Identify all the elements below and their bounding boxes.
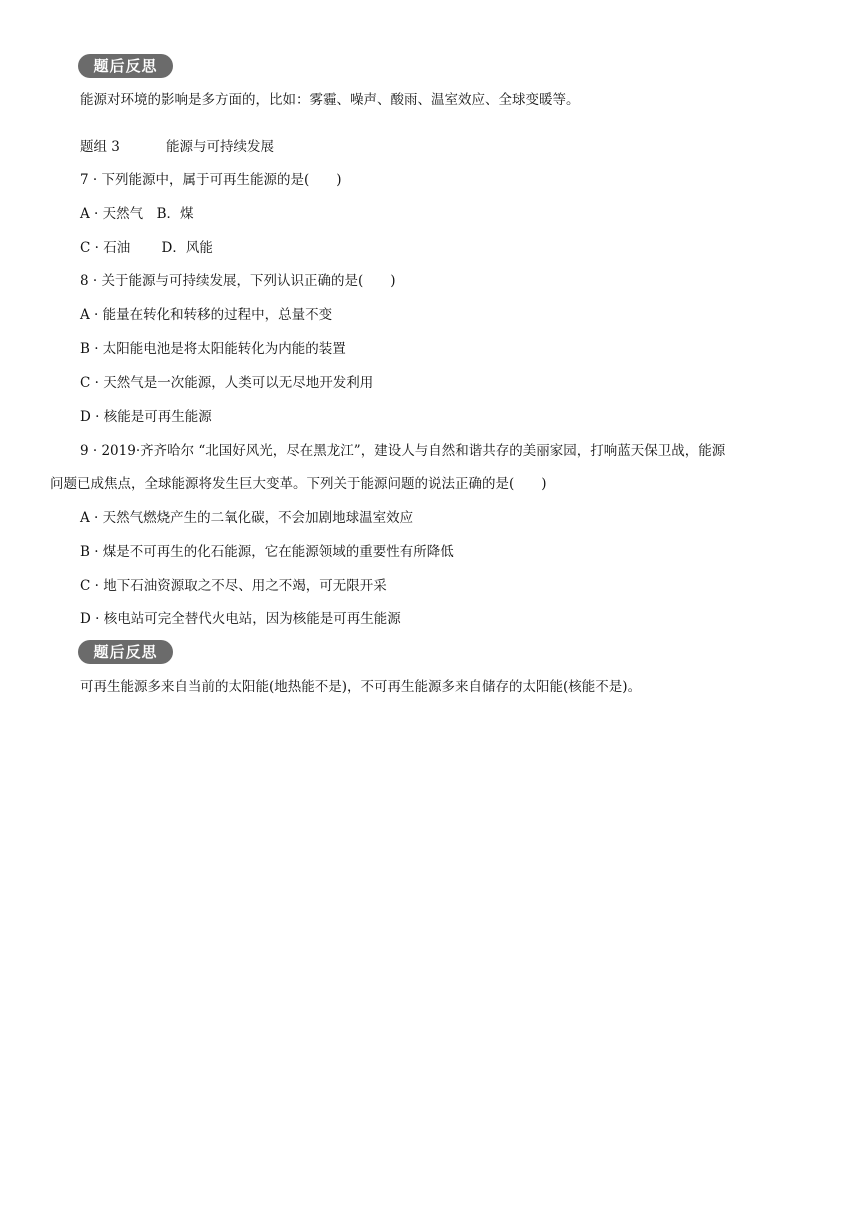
q7-stem: 7 · 下列能源中，属于可再生能源的是( ) xyxy=(80,172,342,188)
group-heading xyxy=(80,137,274,157)
q7-options-cd: C · 石油 D．风能 xyxy=(80,240,213,256)
q8-option-a: A · 能量在转化和转移的过程中，总量不变 xyxy=(80,307,333,323)
q8-option-d: D · 核能是可再生能源 xyxy=(80,409,212,425)
reflection-badge-1: 题后反思 xyxy=(78,54,173,78)
reflection-note-1: 能源对环境的影响是多方面的，比如：雾霾、噪声、酸雨、温室效应、全球变暖等。 xyxy=(80,92,580,108)
q9-stem-line2: 问题已成焦点，全球能源将发生巨大变革。下列关于能源问题的说法正确的是( ) xyxy=(50,476,547,492)
q9-option-b: B · 煤是不可再生的化石能源，它在能源领域的重要性有所降低 xyxy=(80,544,454,560)
q9-option-c: C · 地下石油资源取之不尽、用之不竭，可无限开采 xyxy=(80,578,387,594)
q9-option-a: A · 天然气燃烧产生的二氧化碳，不会加剧地球温室效应 xyxy=(80,510,414,526)
reflection-note-2: 可再生能源多来自当前的太阳能(地热能不是)，不可再生能源多来自储存的太阳能(核能不是)。 xyxy=(80,679,642,695)
q9-stem-line1: 9 · 2019·齐齐哈尔 “北国好风光，尽在黑龙江”，建设人与自然和谐共存的美丽家园，打响蓝天保卫战，能源 xyxy=(80,443,726,459)
group-label: 题组 3 xyxy=(80,139,120,155)
q7-options-ab: A · 天然气 B．煤 xyxy=(80,206,194,222)
group-title: 能源与可持续发展 xyxy=(166,139,274,155)
q8-stem: 8 · 关于能源与可持续发展，下列认识正确的是( ) xyxy=(80,273,396,289)
q8-option-c: C · 天然气是一次能源，人类可以无尽地开发利用 xyxy=(80,375,374,391)
q9-option-d: D · 核电站可完全替代火电站，因为核能是可再生能源 xyxy=(80,611,401,627)
q8-option-b: B · 太阳能电池是将太阳能转化为内能的装置 xyxy=(80,341,346,357)
reflection-badge-2: 题后反思 xyxy=(78,640,173,664)
